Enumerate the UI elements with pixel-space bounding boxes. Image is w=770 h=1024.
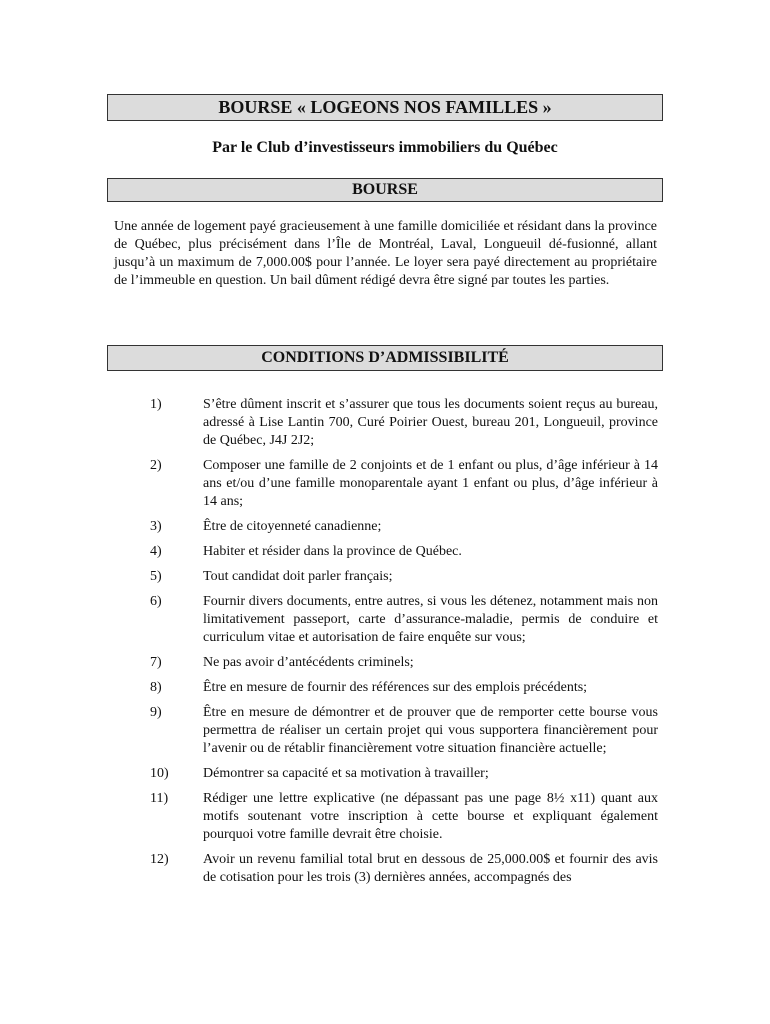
condition-item — [150, 679, 658, 697]
condition-item — [150, 457, 658, 511]
condition-number: 4) — [150, 544, 162, 559]
condition-text: Composer une famille de 2 conjoints et de 1 enfant ou plus, d’âge inférieur à 14 ans et/ou d’une famille monoparentale ayant 1 enfant ou plus, d’âge inférieur à 14 ans; — [203, 458, 658, 509]
condition-item — [150, 568, 658, 586]
condition-text: Démontrer sa capacité et sa motivation à travailler; — [203, 766, 489, 781]
condition-number: 7) — [150, 655, 162, 670]
condition-item — [150, 543, 658, 561]
document-subtitle: Par le Club d’investisseurs immobiliers du Québec — [212, 139, 558, 156]
condition-item — [150, 518, 658, 536]
condition-item — [150, 765, 658, 783]
condition-item — [150, 851, 658, 887]
condition-text: Tout candidat doit parler français; — [203, 569, 393, 584]
condition-item — [150, 593, 658, 647]
condition-number: 5) — [150, 569, 162, 584]
condition-text: Être en mesure de fournir des références sur des emplois précédents; — [203, 680, 588, 695]
condition-text: S’être dûment inscrit et s’assurer que tous les documents soient reçus au bureau, adressé à Lise Lantin 700, Curé Poirier Ouest, bureau 201, Longueuil, province de Québec, J4J 2J2; — [203, 397, 658, 448]
bourse-heading: BOURSE — [107, 178, 663, 202]
condition-item — [150, 790, 658, 844]
condition-text: Ne pas avoir d’antécédents criminels; — [203, 655, 414, 670]
condition-text: Être en mesure de démontrer et de prouver que de remporter cette bourse vous permettra de réaliser un certain projet qui vous supportera financièrement pour l’avenir ou de rétablir financièrement votre situation financière actuelle; — [203, 705, 658, 756]
condition-text: Être de citoyenneté canadienne; — [203, 519, 382, 534]
condition-number: 2) — [150, 458, 162, 473]
condition-number: 9) — [150, 705, 162, 720]
condition-text: Fournir divers documents, entre autres, si vous les détenez, notamment mais non limitativement passeport, carte d’assurance-maladie, permis de conduire et curriculum vitae et autorisation de faire enquête sur vous; — [203, 594, 658, 645]
bourse-description: Une année de logement payé gracieusement à une famille domiciliée et résidant dans la province de Québec, plus précisément dans l’Île de Montréal, Laval, Longueuil dé-fusionné, allant jusqu’à un maximum de 7,000.00$ pour l’année. Le loyer sera payé directement au propriétaire de l’immeuble en question. Un bail dûment rédigé devra être signé par toutes les parties. — [114, 219, 657, 288]
condition-number: 3) — [150, 519, 162, 534]
condition-item — [150, 704, 658, 758]
condition-text: Avoir un revenu familial total brut en dessous de 25,000.00$ et fournir des avis de cotisation pour les trois (3) dernières années, accompagnés des — [203, 852, 658, 885]
condition-item — [150, 654, 658, 672]
condition-text: Habiter et résider dans la province de Québec. — [203, 544, 462, 559]
condition-item — [150, 396, 658, 450]
condition-number: 10) — [150, 766, 169, 781]
condition-number: 8) — [150, 680, 162, 695]
condition-text: Rédiger une lettre explicative (ne dépassant pas une page 8½ x11) quant aux motifs soutenant votre inscription à cette bourse et expliquant également pourquoi votre famille devrait être choisie. — [203, 791, 658, 842]
condition-number: 1) — [150, 397, 162, 412]
document-title: BOURSE « LOGEONS NOS FAMILLES » — [107, 94, 663, 121]
condition-number: 11) — [150, 791, 169, 806]
conditions-list — [150, 396, 658, 894]
conditions-heading: CONDITIONS D’ADMISSIBILITÉ — [107, 345, 663, 371]
condition-number: 6) — [150, 594, 162, 609]
condition-number: 12) — [150, 852, 169, 867]
